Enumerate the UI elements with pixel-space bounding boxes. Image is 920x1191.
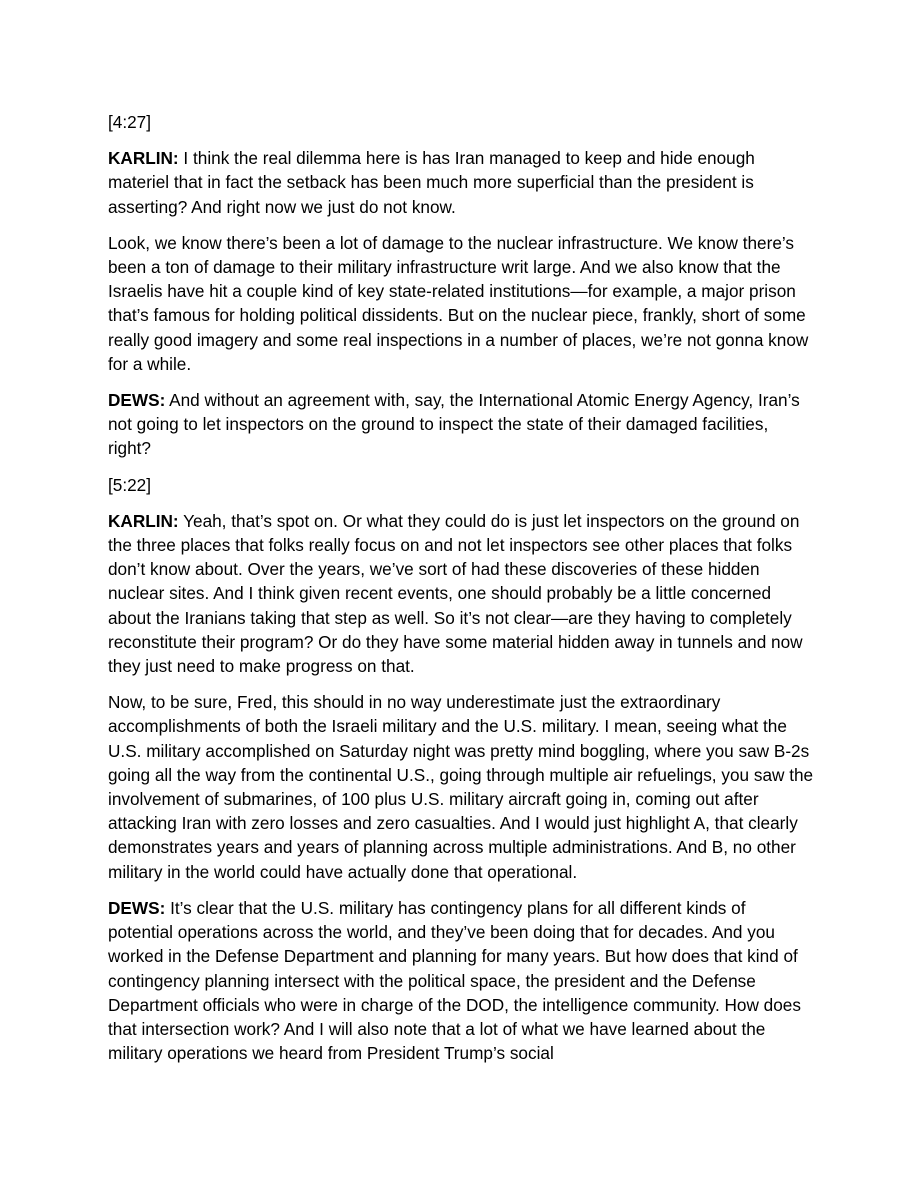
transcript-page — [108, 110, 814, 1077]
speaker-label: DEWS: — [108, 897, 166, 918]
speech-paragraph — [108, 388, 814, 461]
speaker-label: KARLIN: — [108, 148, 179, 169]
speech-text: I think the real dilemma here is has Iran managed to keep and hide enough materiel that in fact the setback has been much more superficial than the president is asserting? And right now we just do not know. — [108, 148, 755, 217]
speech-paragraph — [108, 896, 814, 1065]
timestamp: [4:27] — [108, 112, 152, 132]
speech-text: And without an agreement with, say, the International Atomic Energy Agency, Iran’s not going to let inspectors on the ground to inspect the state of their damaged facilities, right? — [108, 390, 800, 459]
speech-text: It’s clear that the U.S. military has contingency plans for all different kinds of potential operations across the world, and they’ve been doing that for decades. And you worked in the Defense Department and planning for many years. But how does that kind of contingency planning intersect with the political space, the president and the Defense Department officials who were in charge of the DOD, the intelligence community. How does that intersection work? And I will also note that a lot of what we have learned about the military operations we heard from President Trump’s social — [108, 897, 801, 1064]
timestamp: [5:22] — [108, 474, 152, 495]
speech-paragraph — [108, 146, 814, 219]
speaker-label: DEWS: — [108, 390, 166, 411]
speech-text: Now, to be sure, Fred, this should in no way underestimate just the extraordinary accomplishments of both the Israeli military and the U.S. military. I mean, seeing what the U.S. military accomplished on Saturday night was pretty mind boggling, where you saw B-2s going all the way from the continental U.S., going through multiple air refuelings, you saw the involvement of submarines, of 100 plus U.S. military aircraft going in, coming out after attacking Iran with zero losses and zero casualties. And I would just highlight A, that clearly demonstrates years and years of planning across multiple administrations. And B, no other military in the world could have actually done that operational. — [108, 692, 814, 882]
speech-paragraph — [108, 690, 814, 884]
speech-text: Yeah, that’s spot on. Or what they could do is just let inspectors on the ground on the three places that folks really focus on and not let inspectors see other places that folks don’t know about. Over the years, we’ve sort of had these discoveries of these hidden nuclear sites. And I think given recent events, one should probably be a little concerned about the Iranians taking that step as well. So it’s not clear—are they having to completely reconstitute their program? Or do they have some material hidden away in tunnels and now they just need to make progress on that. — [108, 510, 803, 677]
speaker-label: KARLIN: — [108, 510, 179, 531]
speech-text: Look, we know there’s been a lot of damage to the nuclear infrastructure. We know there’s been a ton of damage to their military infrastructure writ large. And we also know that the Israelis have hit a couple kind of key state-related institutions—for example, a major prison that’s famous for holding political dissidents. But on the nuclear piece, frankly, short of some really good imagery and some real inspections in a number of places, we’re not gonna know for a while. — [108, 232, 809, 374]
speech-paragraph — [108, 509, 814, 678]
speech-paragraph — [108, 231, 814, 376]
